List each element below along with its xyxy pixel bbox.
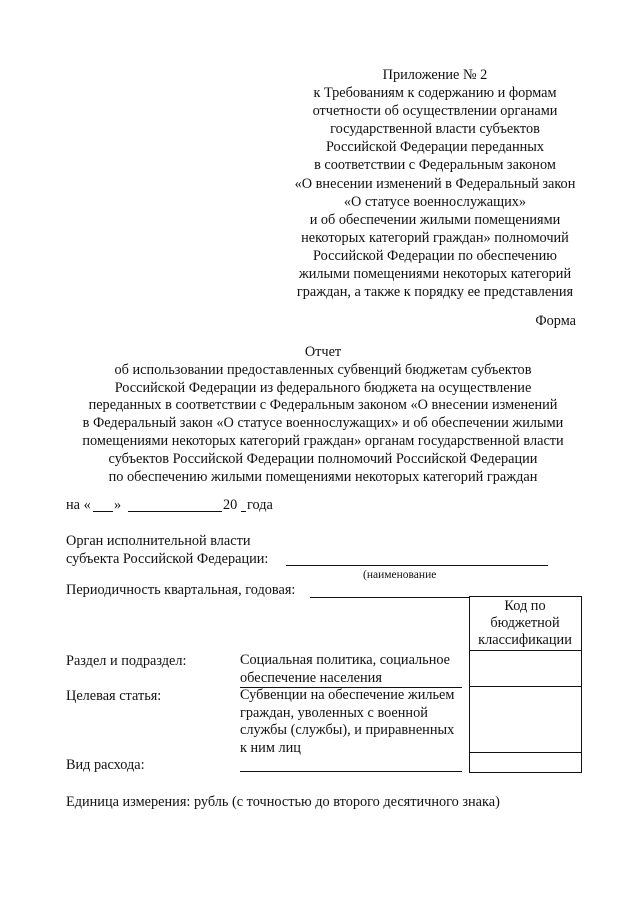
section-value-line: обеспечение населения [240, 669, 382, 686]
report-line: об использовании предоставленных субвенций бюджетам субъектов [114, 361, 532, 378]
appendix-line: некоторых категорий граждан» полномочий [301, 229, 569, 246]
appendix-line: отчетности об осуществлении органами [312, 103, 558, 120]
section-value-line: Социальная политика, социальное [240, 652, 451, 668]
section-value [240, 652, 450, 687]
appendix-line: и об обеспечении жилыми помещениями [309, 211, 561, 228]
appendix-line: Российской Федерации по обеспечению [313, 247, 557, 264]
appendix-header [275, 66, 595, 301]
appendix-line: к Требованиям к содержанию и формам [313, 85, 557, 102]
target-value-line: к ним лиц [240, 739, 301, 756]
target-value-line: Субвенции на обеспечение жильем [240, 687, 455, 703]
target-value [240, 687, 454, 757]
month-field[interactable] [128, 511, 222, 512]
unit-label: Единица измерения: рубль (с точностью до второго десятичного знака) [66, 794, 500, 810]
report-line: в Федеральный закон «О статусе военнослужащих» и об обеспечении жилыми [82, 415, 564, 432]
year-prefix: 20 [223, 497, 238, 513]
periodicity-label: Периодичность квартальная, годовая: [66, 582, 296, 598]
appendix-line: «О внесении изменений в Федеральный закон [294, 175, 576, 192]
authority-label-line1: Орган исполнительной власти [66, 533, 251, 549]
code-header-line: Код по [504, 598, 546, 614]
section-label: Раздел и подраздел: [66, 653, 187, 669]
day-field[interactable] [93, 511, 113, 512]
expense-label: Вид расхода: [66, 757, 145, 773]
target-code-cell[interactable] [469, 686, 582, 753]
report-line: помещениями некоторых категорий граждан» органам государственной власти [82, 432, 564, 449]
target-value-line: службы (службы), и приравненных [240, 722, 455, 738]
date-quote-close: » [114, 497, 122, 513]
report-line: субъектов Российской Федерации полномочий Российской Федерации [108, 450, 538, 467]
form-label: Форма [535, 313, 576, 329]
section-code-cell[interactable] [469, 650, 582, 687]
appendix-line: жилыми помещениями некоторых категорий [298, 266, 572, 283]
periodicity-field[interactable] [310, 597, 470, 598]
code-header [470, 598, 580, 649]
appendix-line: в соответствии с Федеральным законом [314, 157, 556, 174]
report-line: по обеспечению жилыми помещениями некоторых категорий граждан [108, 468, 538, 485]
report-title-block [58, 344, 588, 486]
report-line: Российской Федерации из федерального бюджета на осуществление [114, 379, 532, 396]
target-label: Целевая статья: [66, 688, 162, 704]
date-prefix: на « [66, 497, 91, 513]
appendix-line: «О статусе военнослужащих» [343, 193, 527, 210]
year-suffix: года [247, 497, 273, 513]
appendix-line: Приложение № 2 [382, 67, 488, 83]
authority-label-line2: субъекта Российской Федерации: [66, 551, 269, 567]
expense-code-cell[interactable] [469, 752, 582, 773]
report-line: переданных в соответствии с Федеральным законом «О внесении изменений [88, 397, 558, 414]
year-field[interactable] [241, 511, 246, 512]
report-title: Отчет [304, 344, 342, 360]
appendix-line: граждан, а также к порядку ее представления [296, 284, 574, 301]
expense-field[interactable] [240, 771, 462, 772]
code-header-line: бюджетной [490, 615, 560, 631]
appendix-line: государственной власти субъектов [330, 121, 540, 138]
appendix-line: Российской Федерации переданных [325, 139, 545, 156]
authority-name-hint: (наименование [363, 569, 437, 581]
code-header-line: классификации [478, 632, 572, 648]
target-value-line: граждан, уволенных с военной [240, 704, 428, 721]
